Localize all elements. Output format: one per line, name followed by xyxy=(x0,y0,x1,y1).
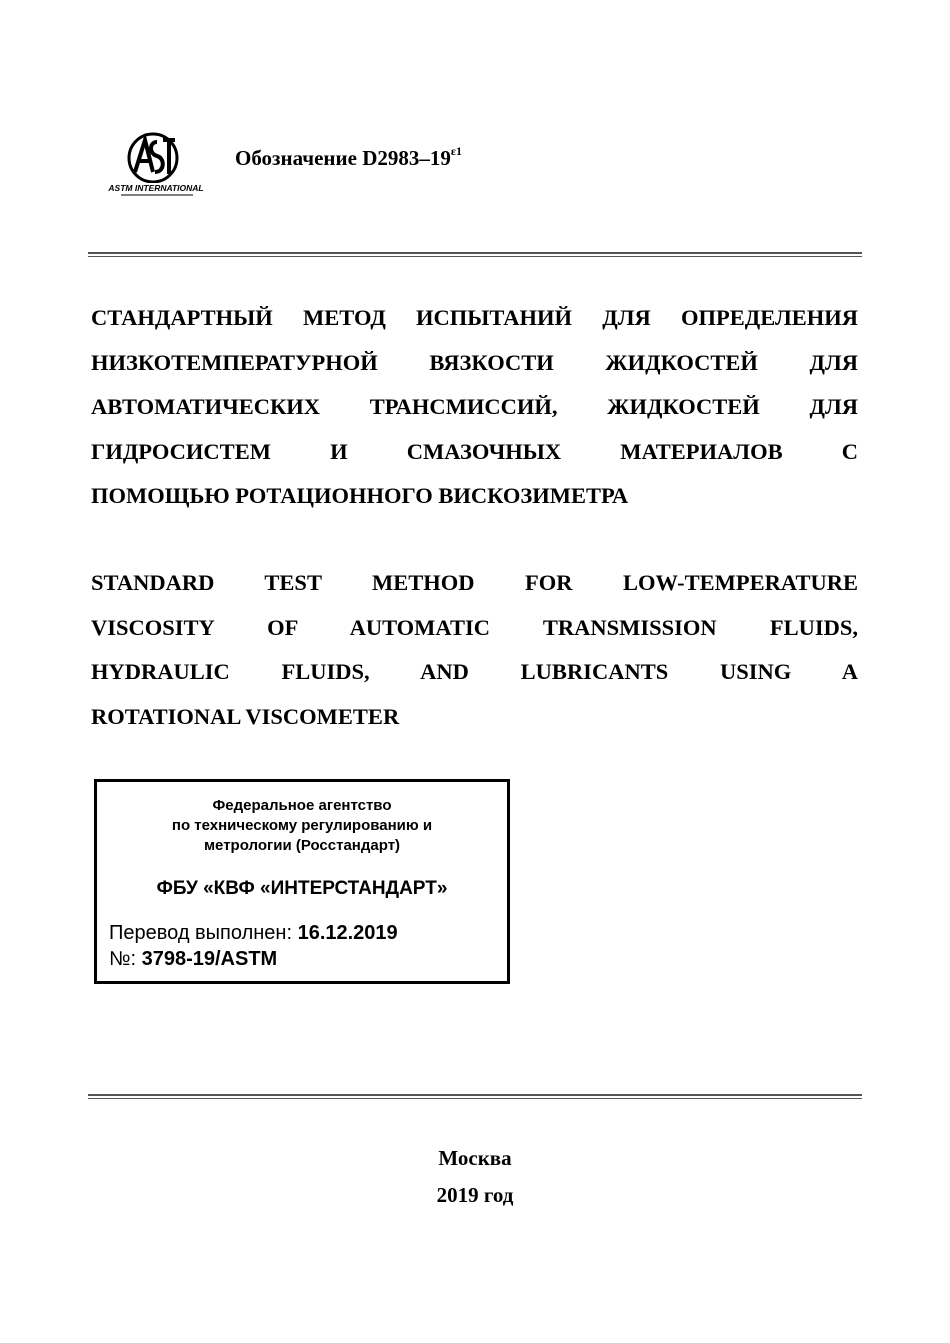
title-russian xyxy=(91,296,858,519)
translation-stamp xyxy=(94,779,510,984)
title-ru-line: ГИДРОСИСТЕМ И СМАЗОЧНЫХ МАТЕРИАЛОВ С xyxy=(91,438,858,464)
translation-number: 3798-19/ASTM xyxy=(141,948,278,970)
translation-number-row xyxy=(109,948,277,971)
logo-caption: ASTM INTERNATIONAL xyxy=(108,183,204,193)
title-en-line: VISCOSITY OF AUTOMATIC TRANSMISSION FLUIDS, xyxy=(91,614,858,640)
city: Москва xyxy=(438,1146,512,1170)
title-en-line: HYDRAULIC FLUIDS, AND LUBRICANTS USING A xyxy=(91,659,858,684)
title-ru-line: ПОМОЩЬЮ РОТАЦИОННОГО ВИСКОЗИМЕТРА xyxy=(91,483,629,508)
top-divider xyxy=(88,252,862,257)
title-ru-line: АВТОМАТИЧЕСКИХ ТРАНСМИССИЙ, ЖИДКОСТЕЙ ДЛЯ xyxy=(91,394,858,419)
translation-date-row xyxy=(109,922,398,945)
organization-name: ФБУ «КВФ «ИНТЕРСТАНДАРТ» xyxy=(156,878,448,899)
agency-line: по техническому регулированию и xyxy=(171,817,433,834)
title-ru-line: СТАНДАРТНЫЙ МЕТОД ИСПЫТАНИЙ ДЛЯ ОПРЕДЕЛЕНИЯ xyxy=(91,305,858,330)
title-english xyxy=(91,561,858,739)
translation-date: 16.12.2019 xyxy=(297,922,398,944)
designation-text: Обозначение D2983–19 xyxy=(235,146,451,170)
bottom-divider xyxy=(88,1094,862,1099)
title-en-line: ROTATIONAL VISCOMETER xyxy=(91,703,400,729)
translation-number-label: №: xyxy=(109,948,142,970)
translation-date-label: Перевод выполнен: xyxy=(109,922,298,944)
year: 2019 год xyxy=(436,1183,514,1207)
agency-line: метрологии (Росстандарт) xyxy=(203,837,401,854)
title-en-line: STANDARD TEST METHOD FOR LOW-TEMPERATURE xyxy=(91,570,858,595)
title-ru-line: НИЗКОТЕМПЕРАТУРНОЙ ВЯЗКОСТИ ЖИДКОСТЕЙ ДЛЯ xyxy=(91,349,858,375)
agency-name xyxy=(97,796,507,856)
astm-logo xyxy=(108,128,204,198)
agency-line: Федеральное агентство xyxy=(212,797,392,814)
designation xyxy=(235,146,462,171)
designation-superscript: ε1 xyxy=(450,144,462,158)
